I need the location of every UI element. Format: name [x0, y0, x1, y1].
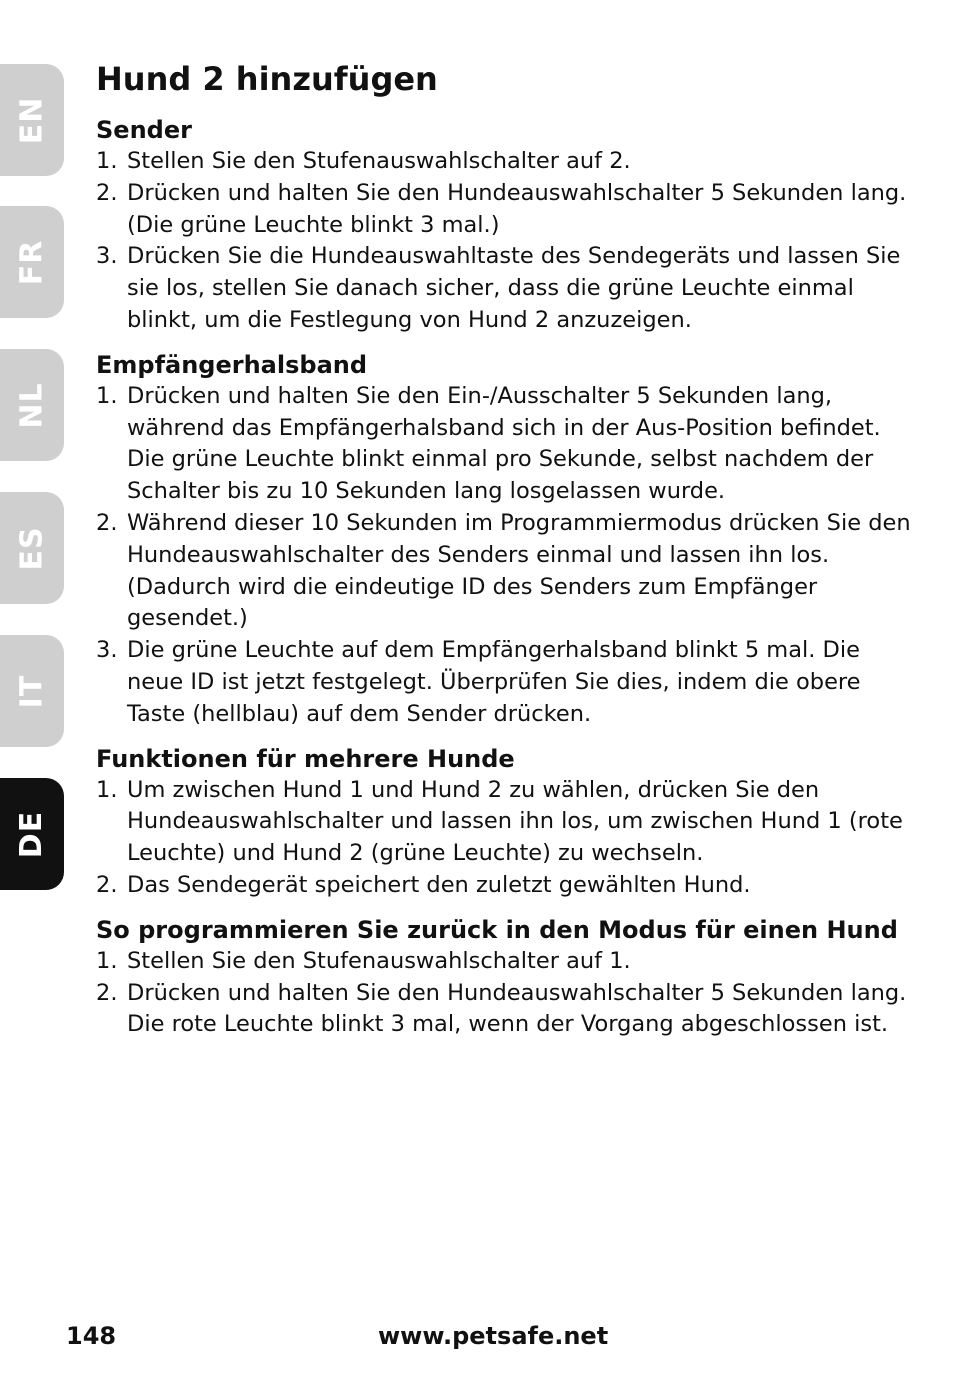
lang-tab-label: IT	[14, 674, 50, 708]
list-item	[96, 870, 916, 902]
lang-tab-en[interactable]	[0, 64, 64, 176]
step-list	[96, 381, 916, 731]
step-text: Stellen Sie den Stufenauswahlschalter auf 2.	[127, 148, 631, 174]
section-sender	[96, 114, 916, 337]
step-text: Um zwischen Hund 1 und Hund 2 zu wählen, drücken Sie den Hundeauswahlschalter und lassen ihn los, um zwischen Hund 1 (rote Leuchte) und Hund 2 (grüne Leuchte) zu wechseln.	[127, 776, 903, 867]
step-number: 1.	[96, 947, 118, 974]
step-list	[96, 946, 916, 1041]
step-number: 1.	[96, 776, 118, 803]
section-heading: So programmieren Sie zurück in den Modus für einen Hund	[96, 915, 898, 944]
lang-tab-nl[interactable]	[0, 349, 64, 461]
step-number: 2.	[96, 179, 118, 206]
step-text: Drücken und halten Sie den Hundeauswahlschalter 5 Sekunden lang. Die rote Leuchte blinkt 3 mal, wenn der Vorgang abgeschlossen ist.	[127, 979, 907, 1038]
page-number: 148	[66, 1322, 117, 1350]
list-item	[96, 978, 916, 1042]
section-heading: Funktionen für mehrere Hunde	[96, 744, 515, 773]
step-list	[96, 146, 916, 337]
lang-tab-label: EN	[14, 96, 50, 144]
section-multi-dog	[96, 743, 916, 902]
list-item	[96, 635, 916, 730]
list-item	[96, 946, 916, 978]
step-number: 1.	[96, 382, 118, 409]
step-text: Das Sendegerät speichert den zuletzt gewählten Hund.	[127, 871, 751, 898]
lang-tab-es[interactable]	[0, 492, 64, 604]
step-text: Stellen Sie den Stufenauswahlschalter auf 1.	[127, 947, 631, 974]
list-item	[96, 508, 916, 635]
step-text: Drücken Sie die Hundeauswahltaste des Sendegeräts und lassen Sie sie los, stellen Sie danach sicher, dass die grüne Leuchte einmal blinkt, um die Festlegung von Hund 2 anzuzeigen.	[127, 243, 901, 333]
list-item	[96, 775, 916, 870]
list-item	[96, 146, 916, 178]
step-number: 2.	[96, 979, 118, 1006]
page-footer	[0, 1322, 954, 1358]
step-text: Drücken und halten Sie den Hundeauswahlschalter 5 Sekunden lang. (Die grüne Leuchte blinkt 3 mal.)	[127, 179, 907, 238]
step-list	[96, 775, 916, 902]
list-item	[96, 241, 916, 336]
list-item	[96, 178, 916, 242]
lang-tab-de[interactable]	[0, 778, 64, 890]
step-text: Die grüne Leuchte auf dem Empfängerhalsband blinkt 5 mal. Die neue ID ist jetzt festgelegt. Überprüfen Sie dies, indem die obere Taste (hellblau) auf dem Sender drücken.	[127, 637, 861, 727]
language-tabs	[0, 0, 64, 900]
lang-tab-label: DE	[14, 810, 50, 858]
lang-tab-label: NL	[14, 381, 50, 429]
lang-tab-it[interactable]	[0, 635, 64, 747]
step-number: 1.	[96, 148, 118, 174]
lang-tab-label: FR	[14, 239, 50, 285]
section-single-dog-mode	[96, 914, 916, 1041]
lang-tab-label: ES	[14, 525, 50, 571]
step-number: 3.	[96, 243, 118, 270]
step-text: Drücken und halten Sie den Ein-/Ausschalter 5 Sekunden lang, während das Empfängerhalsband sich in der Aus-Position befindet. Die grüne Leuchte blinkt einmal pro Sekunde, selbst nachdem der Schalter bis zu 10 Sekunden lang losgelassen wurde.	[127, 382, 881, 505]
section-heading: Sender	[96, 116, 192, 144]
lang-tab-fr[interactable]	[0, 206, 64, 318]
section-heading: Empfängerhalsband	[96, 350, 368, 379]
step-number: 2.	[96, 871, 118, 898]
page-title: Hund 2 hinzufügen	[96, 60, 438, 98]
step-number: 3.	[96, 637, 118, 664]
page-content	[96, 58, 916, 1053]
step-text: Während dieser 10 Sekunden im Programmiermodus drücken Sie den Hundeauswahlschalter des Senders einmal und lassen ihn los. (Dadurch wird die eindeutige ID des Senders zum Empfänger gesendet.)	[127, 509, 911, 632]
section-receiver-collar	[96, 349, 916, 731]
list-item	[96, 381, 916, 508]
step-number: 2.	[96, 509, 118, 536]
website-link[interactable]: www.petsafe.net	[378, 1322, 609, 1350]
